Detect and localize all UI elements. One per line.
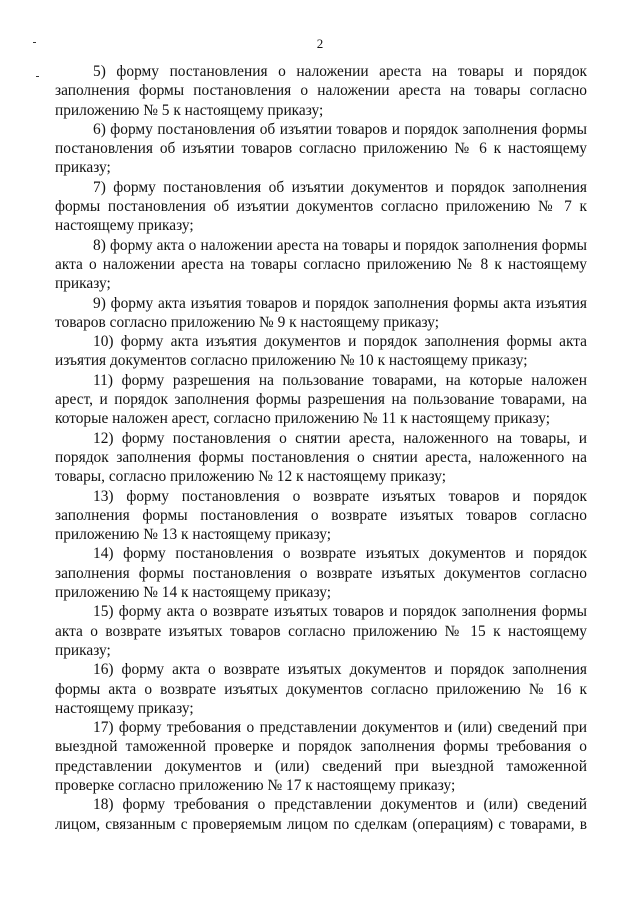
list-item: 6) форму постановления об изъятии товаров и порядок заполнения формы постановления об изъятии товаров согласно приложению № 6 к настоящему приказу; bbox=[55, 120, 587, 177]
scan-mark bbox=[33, 42, 36, 43]
list-item: 17) форму требования о представлении документов и (или) сведений при выездной таможенной проверке и порядок заполнения формы требования о представлении документов и (или) сведений при выездной таможенной проверке согласно приложению № 17 к настоящему приказу; bbox=[55, 719, 587, 794]
document-body bbox=[55, 62, 587, 834]
list-item: 12) форму постановления о снятии ареста, наложенного на товары, и порядок заполнения формы постановления о снятии ареста, наложенного на товары, согласно приложению № 12 к настоящему приказу; bbox=[55, 429, 587, 486]
page-number: 2 bbox=[316, 36, 324, 51]
list-item: 15) форму акта о возврате изъятых товаров и порядок заполнения формы акта о возврате изъятых товаров согласно приложению № 15 к настоящему приказу; bbox=[55, 603, 587, 659]
list-item: 16) форму акта о возврате изъятых документов и порядок заполнения формы акта о возврате изъятых документов согласно приложению № 16 к настоящему приказу; bbox=[55, 661, 587, 717]
list-item: 11) форму разрешения на пользование товарами, на которые наложен арест, и порядок заполнения формы разрешения на пользование товарами, на которые наложен арест, согласно приложению № 11 к настоящему приказу; bbox=[55, 371, 587, 428]
scan-mark bbox=[36, 76, 39, 77]
list-item: 10) форму акта изъятия документов и порядок заполнения формы акта изъятия документов согласно приложению № 10 к настоящему приказу; bbox=[55, 333, 587, 370]
list-item: 7) форму постановления об изъятии документов и порядок заполнения формы постановления об изъятии документов согласно приложению № 7 к настоящему приказу; bbox=[55, 178, 587, 235]
list-item: 8) форму акта о наложении ареста на товары и порядок заполнения формы акта о наложении ареста на товары согласно приложению № 8 к настоящему приказу; bbox=[55, 236, 587, 293]
list-item: 18) форму требования о представлении документов и (или) сведений лицом, связанным с проверяемым лицом по сделкам (операциям) с товарами, в bbox=[55, 796, 587, 833]
list-item: 13) форму постановления о возврате изъятых товаров и порядок заполнения формы постановления о возврате изъятых товаров согласно приложению № 13 к настоящему приказу; bbox=[55, 487, 587, 544]
list-item: 14) форму постановления о возврате изъятых документов и порядок заполнения формы постановления о возврате изъятых документов согласно приложению № 14 к настоящему приказу; bbox=[55, 545, 587, 602]
list-item: 9) форму акта изъятия товаров и порядок заполнения формы акта изъятия товаров согласно приложению № 9 к настоящему приказу; bbox=[55, 294, 587, 331]
list-item: 5) форму постановления о наложении ареста на товары и порядок заполнения формы постановления о наложении ареста на товары согласно приложению № 5 к настоящему приказу; bbox=[55, 63, 587, 119]
